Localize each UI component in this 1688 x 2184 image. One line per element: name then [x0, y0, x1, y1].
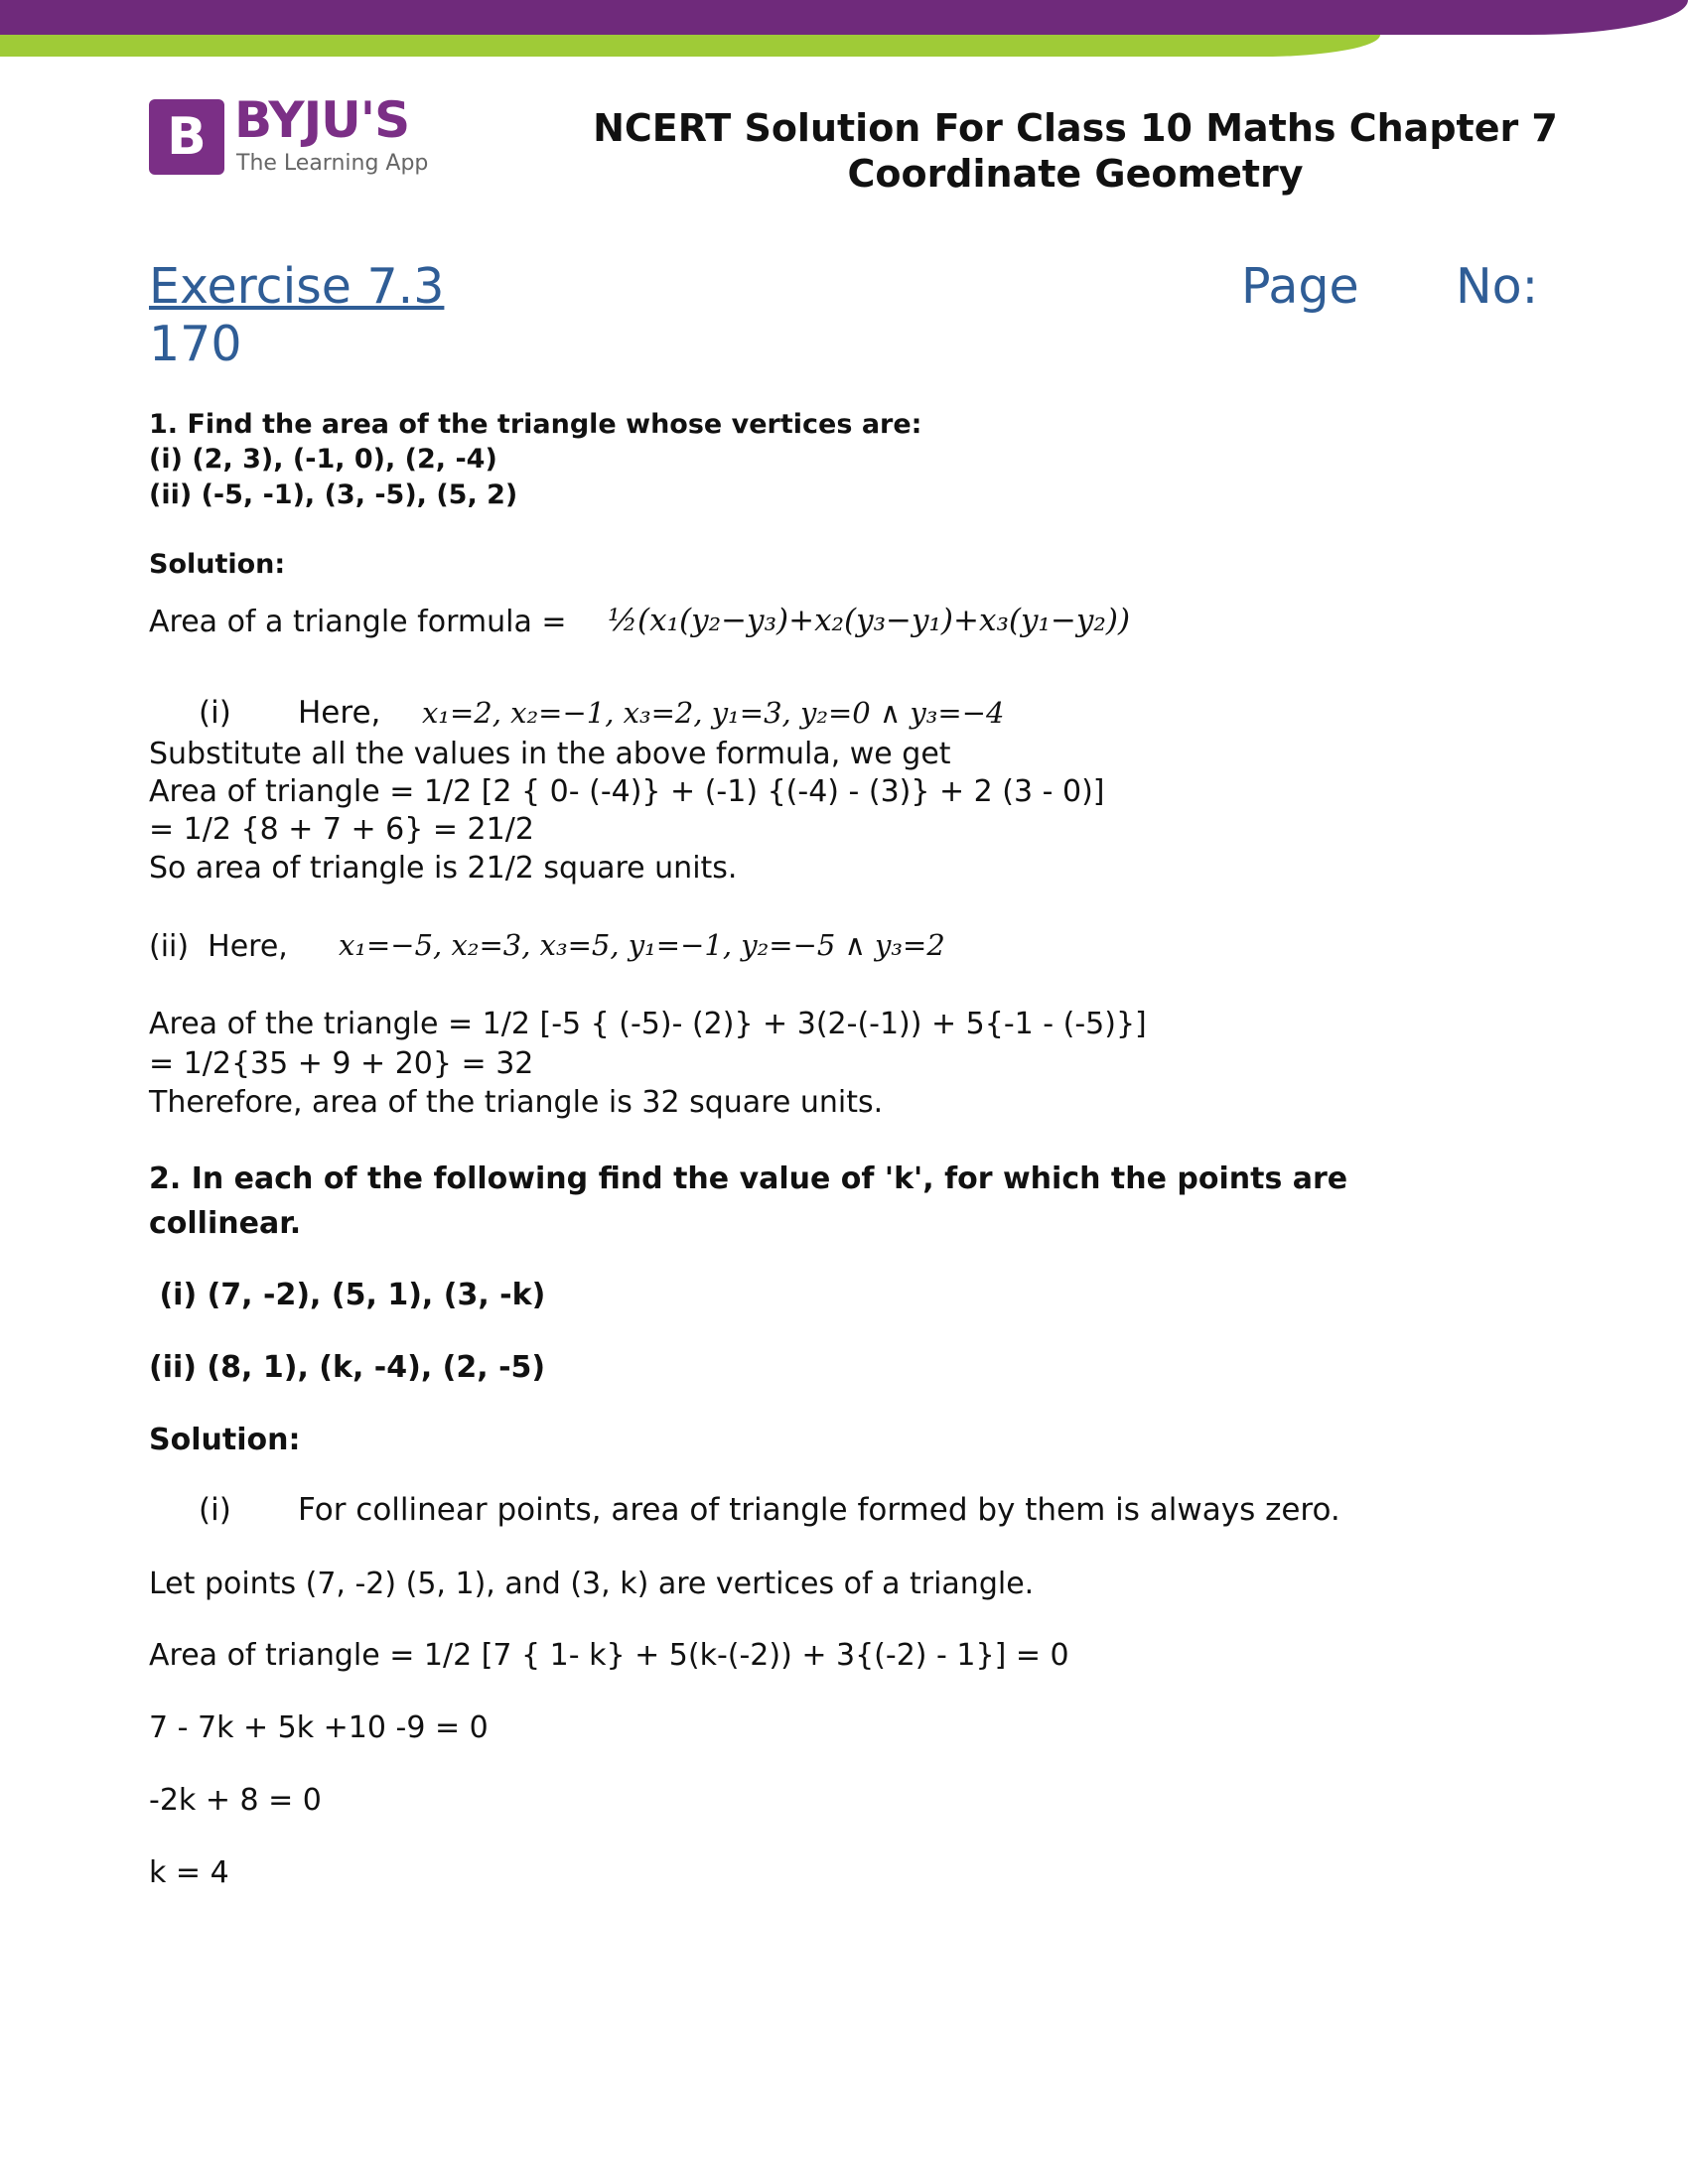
exercise-link[interactable]: Exercise 7.3 [149, 258, 445, 315]
page-label: Page [1241, 258, 1359, 315]
q2-step: Area of triangle = 1/2 [7 { 1- k} + 5(k-(-2)) + 3{(-2) - 1}] = 0 [149, 1638, 1069, 1673]
q2-step: -2k + 8 = 0 [149, 1783, 322, 1818]
document-title [556, 105, 1595, 197]
q1-part-ii: (ii) (-5, -1), (3, -5), (5, 2) [149, 479, 518, 510]
part-i-here: Here, [298, 695, 381, 731]
q2-part-ii: (ii) (8, 1), (k, -4), (2, -5) [149, 1350, 546, 1385]
q2-part-i: (i) (7, -2), (5, 1), (3, -k) [149, 1278, 546, 1312]
part-ii-line: Area of the triangle = 1/2 [-5 { (-5)- (2)} + 3(2-(-1)) + 5{-1 - (-5)}] [149, 1007, 1147, 1041]
logo-brand: BYJU'S [234, 91, 410, 149]
part-ii-here: (ii) Here, [149, 929, 288, 964]
q2-question-line-1: 2. In each of the following find the value of 'k', for which the points are [149, 1161, 1348, 1196]
page-number: 170 [149, 316, 242, 372]
q1-question: 1. Find the area of the triangle whose vertices are: [149, 409, 922, 440]
logo-tagline: The Learning App [236, 151, 429, 176]
part-i-line: So area of triangle is 21/2 square units. [149, 851, 738, 886]
part-i-line: Area of triangle = 1/2 [2 { 0- (-4)} + (-1) {(-4) - (3)} + 2 (3 - 0)] [149, 774, 1105, 809]
part-ii-line: = 1/2{35 + 9 + 20} = 32 [149, 1046, 534, 1081]
page-no-label: No: [1456, 258, 1539, 315]
header-purple-bar [0, 0, 1688, 35]
part-i-line: = 1/2 {8 + 7 + 6} = 21/2 [149, 812, 534, 847]
title-line-2: Coordinate Geometry [847, 152, 1304, 196]
part-ii-values: x₁=−5, x₂=3, x₃=5, y₁=−1, y₂=−5 ∧ y₃=2 [339, 928, 945, 962]
q2-part-i-text: For collinear points, area of triangle formed by them is always zero. [298, 1492, 1340, 1528]
part-i-values: x₁=2, x₂=−1, x₃=2, y₁=3, y₂=0 ∧ y₃=−4 [422, 696, 1005, 730]
q2-solution-label: Solution: [149, 1423, 301, 1457]
part-ii-line: Therefore, area of the triangle is 32 square units. [149, 1085, 884, 1120]
q2-step: 7 - 7k + 5k +10 -9 = 0 [149, 1710, 489, 1745]
q1-part-i: (i) (2, 3), (-1, 0), (2, -4) [149, 444, 497, 475]
q2-question-line-2: collinear. [149, 1206, 302, 1241]
formula-label: Area of a triangle formula = [149, 605, 567, 639]
logo-b-icon: B [149, 99, 224, 175]
q2-step: Let points (7, -2) (5, 1), and (3, k) are vertices of a triangle. [149, 1567, 1035, 1601]
part-i-line: Substitute all the values in the above formula, we get [149, 737, 951, 771]
q2-step: k = 4 [149, 1855, 229, 1890]
q1-solution-label: Solution: [149, 549, 286, 580]
header-green-bar [0, 35, 1380, 57]
part-i-marker: (i) [199, 695, 231, 731]
q2-part-i-marker: (i) [199, 1492, 231, 1528]
area-formula: ½(x₁(y₂−y₃)+x₂(y₃−y₁)+x₃(y₁−y₂)) [608, 603, 1131, 638]
title-line-1: NCERT Solution For Class 10 Maths Chapter 7 [593, 106, 1558, 150]
